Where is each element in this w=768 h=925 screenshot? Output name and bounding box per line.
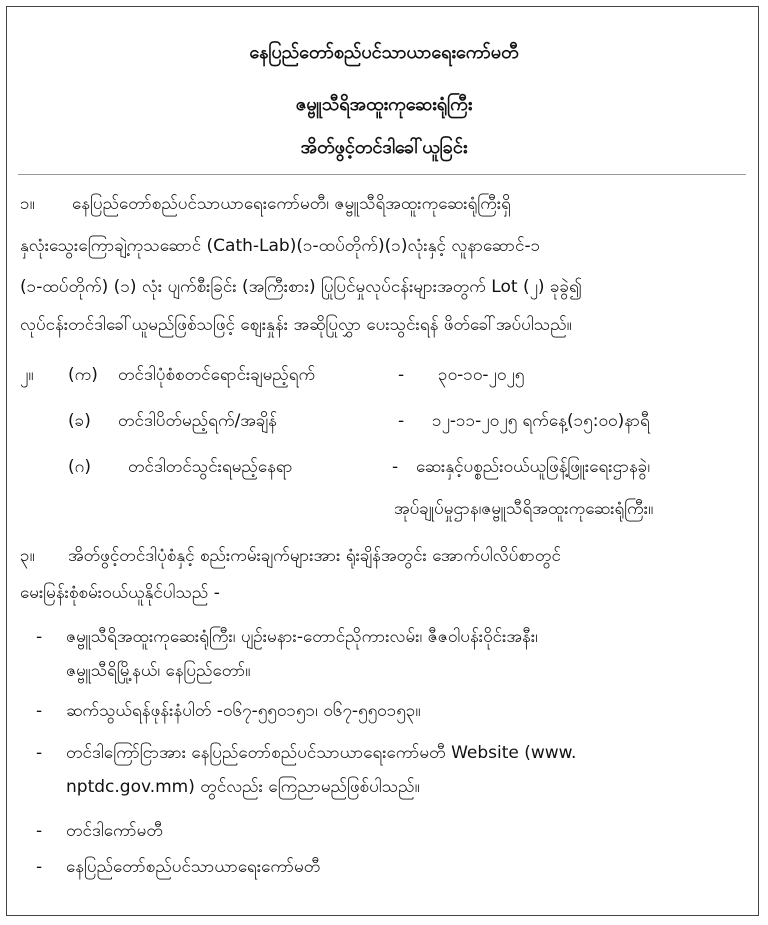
item-text: တင်ဒါပုံစံစတင်ရောင်းချမည့်ရက်	[118, 365, 316, 385]
notice-title-tender: အိတ်ဖွင့်တင်ဒါခေါ်ယူခြင်း	[300, 137, 468, 158]
footer-dash: -	[36, 857, 43, 877]
bullet-dash: -	[36, 701, 43, 721]
notice-title-committee: နေပြည်တော်စည်ပင်သာယာရေးကော်မတီ	[249, 42, 519, 63]
para1-line1: နေပြည်တော်စည်ပင်သာယာရေးကော်မတီ၊ ဇမ္ဗူသီရိအထူးကုဆေးရုံကြီးရှိ	[72, 194, 511, 214]
para3-line1: အိတ်ဖွင့်တင်ဒါပုံစံနှင့် စည်းကမ်းချက်များအား ရုံးချိန်အတွင်း အောက်ပါလိပ်စာတွင်	[68, 546, 561, 566]
bullet-text-line2: ဇမ္ဗူသီရိမြို့နယ်၊ နေပြည်တော်။	[66, 661, 251, 681]
item-label: (ဂ)	[68, 457, 91, 477]
para2-number: ၂။	[20, 365, 34, 385]
para1-line3: (၁-ထပ်တိုက်) (၁) လုံး ပျက်စီးခြင်း (အကြီးစား) ပြုပြင်မှုလုပ်ငန်းများအတွက် Lot (၂) ခုခွဲ၍	[20, 277, 582, 297]
item-value: ၃၀-၁၀-၂၀၂၅	[438, 365, 525, 385]
para1-line4: လုပ်ငန်းတင်ဒါခေါ်ယူမည်ဖြစ်သဖြင့် စျေးနှုန်း အဆိုပြုလွှာ ပေးသွင်းရန် ဖိတ်ခေါ်အပ်ပါသည်။	[20, 315, 572, 335]
para3-number: ၃။	[20, 546, 35, 566]
bullet-text: တင်ဒါကြော်ငြာအား နေပြည်တော်စည်ပင်သာယာရေးကော်မတီ Website (www.	[66, 743, 577, 763]
item-dash: -	[392, 457, 399, 477]
bullet-text-line2: nptdc.gov.mm) တွင်လည်း ကြေညာမည်ဖြစ်ပါသည်။	[66, 777, 420, 797]
para1-line2: နှလုံးသွေးကြောချဲ့ကုသဆောင် (Cath-Lab)(၁-ထပ်တိုက်)(၁)လုံးနှင့် လူနာဆောင်-၁	[20, 236, 541, 256]
notice-title-hospital: ဇမ္ဗူသီရိအထူးကုဆေးရုံကြီး	[295, 94, 473, 115]
bullet-text: ဆက်သွယ်ရန်ဖုန်းနံပါတ် -၀၆၇-၅၅၀၁၅၁၊ ၀၆၇-၅၅၀၁၅၃။	[66, 701, 421, 721]
para1-number: ၁။	[20, 194, 35, 214]
footer-tender-committee: တင်ဒါကော်မတီ	[66, 821, 163, 841]
footer-dash: -	[36, 821, 43, 841]
item-dash: -	[398, 365, 405, 385]
item-value: ဆေးနှင့်ပစ္စည်းဝယ်ယူဖြန့်ဖြူးရေးဌာနခွဲ၊	[416, 457, 651, 477]
item-value: ၁၂-၁၁-၂၀၂၅ ရက်နေ့(၁၅:၀၀)နာရီ	[432, 411, 650, 431]
divider	[18, 174, 746, 175]
item-text: တင်ဒါတင်သွင်းရမည့်နေရာ	[128, 457, 293, 477]
item-dash: -	[398, 411, 405, 431]
para3-line2: မေးမြန်းစုံစမ်းဝယ်ယူနိုင်ပါသည် -	[20, 583, 220, 603]
bullet-dash: -	[36, 627, 43, 647]
item-label: (က)	[68, 365, 98, 385]
item-text: တင်ဒါပိတ်မည့်ရက်/အချိန်	[118, 411, 277, 431]
bullet-dash: -	[36, 743, 43, 763]
item-label: (ခ)	[68, 411, 91, 431]
bullet-text: ဇမ္ဗူသီရိအထူးကုဆေးရုံကြီး၊ ပျဉ်းမနား-တောင်ညိုကားလမ်း၊ ဇီဇဝါပန်းဝိုင်းအနီး၊	[66, 627, 538, 647]
item-value-line2: အုပ်ချုပ်မှုဌာန၊ဇမ္ဗူသီရိအထူးကုဆေးရုံကြီး။	[394, 499, 654, 519]
footer-committee-name: နေပြည်တော်စည်ပင်သာယာရေးကော်မတီ	[66, 857, 321, 877]
